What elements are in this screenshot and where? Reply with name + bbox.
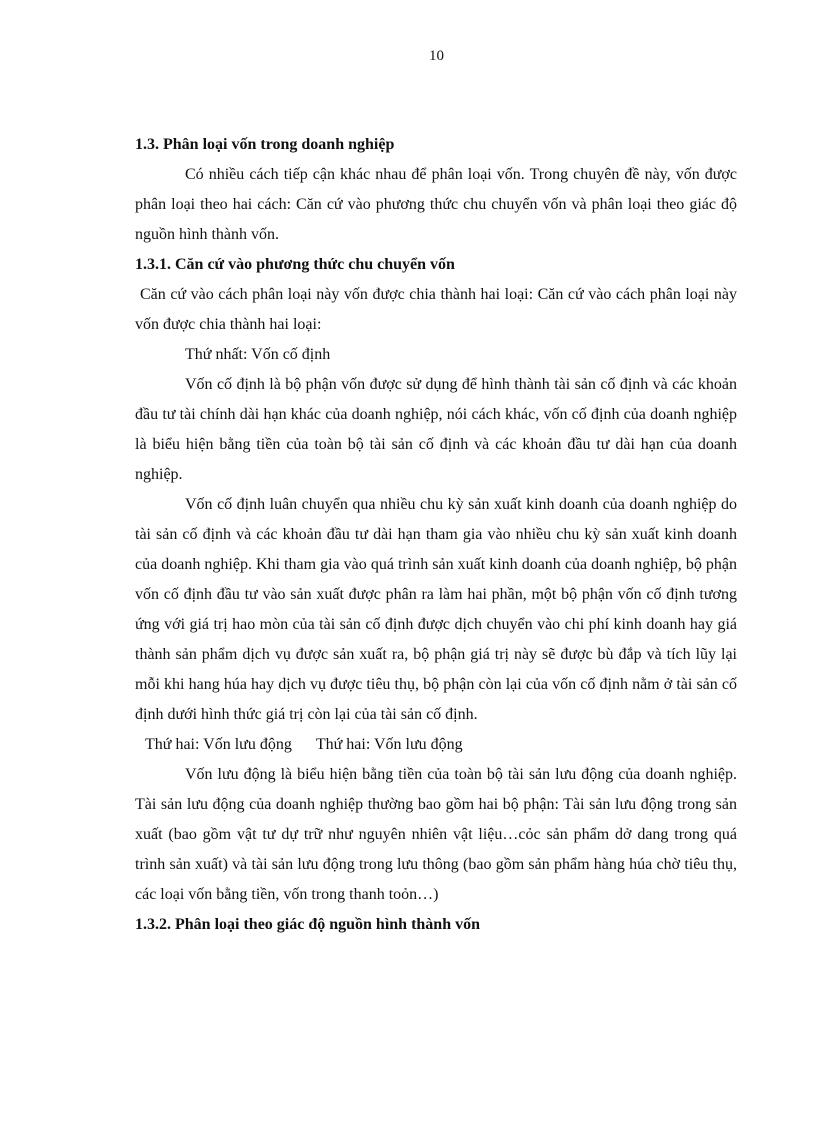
paragraph-intro: Có nhiều cách tiếp cận khác nhau để phân loại vốn. Trong chuyên đề này, vốn được phân loại theo hai cách: Căn cứ vào phương thức chu chuyển vốn và phân loại theo giác độ nguồn hình thành vốn. xyxy=(135,166,737,243)
section-heading-1-3-2: 1.3.2. Phân loại theo giác độ nguồn hình thành vốn xyxy=(135,916,480,933)
paragraph-first-type: Thứ nhất: Vốn cố định xyxy=(185,346,331,363)
page-number: 10 xyxy=(429,48,444,64)
section-heading-1-3: 1.3. Phân loại vốn trong doanh nghiệp xyxy=(135,136,395,153)
second-type-label-b: Thứ hai: Vốn lưu động xyxy=(315,736,463,753)
paragraph-fixed-capital-rotation: Vốn cố định luân chuyển qua nhiều chu kỳ sản xuất kinh doanh của doanh nghiệp do tài sản cố định và các khoản đầu tư dài hạn tham gia vào nhiều chu kỳ sản xuất kinh doanh của doanh nghiệp. Khi tham gia vào quá trình sản xuất kinh doanh của doanh nghiệp, bộ phận vốn cố định đầu tư vào sản xuất được phân ra làm hai phần, một bộ phận vốn cố định tương ứng với giá trị hao mòn của tài sản cố định được dịch chuyển vào chi phí kinh doanh hay giá thành sản phẩm dịch vụ được sản xuất ra, bộ phận giá trị này sẽ được bù đắp và tích lũy lại mỗi khi hang húa hay dịch vụ được tiêu thụ, bộ phận còn lại của vốn cố định nằm ở tài sản cố định dưới hình thức giá trị còn lại của tài sản cố định. xyxy=(135,496,737,723)
paragraph-working-capital: Vốn lưu động là biểu hiện bằng tiền của toàn bộ tài sản lưu động của doanh nghiệp. Tài sản lưu động của doanh nghiệp thường bao gồm hai bộ phận: Tài sản lưu động trong sản xuất (bao gồm vật tư dự trữ như nguyên nhiên vật liệu…cỏc sản phẩm dở dang trong quá trình sản xuất) và tài sản lưu động trong lưu thông (bao gồm sản phẩm hàng húa chờ tiêu thụ, các loại vốn bằng tiền, vốn trong thanh toỏn…) xyxy=(135,766,737,903)
paragraph-fixed-capital-definition: Vốn cố định là bộ phận vốn được sử dụng để hình thành tài sản cố định và các khoản đầu tư tài chính dài hạn khác của doanh nghiệp, nói cách khác, vốn cố định của doanh nghiệp là biểu hiện bằng tiền của toàn bộ tài sản cố định và các khoản đầu tư dài hạn của doanh nghiệp. xyxy=(135,376,737,483)
paragraph-second-type xyxy=(135,730,737,760)
second-type-label-a: Thứ hai: Vốn lưu động xyxy=(145,736,292,753)
document-body xyxy=(135,130,737,940)
section-heading-1-3-1: 1.3.1. Căn cứ vào phương thức chu chuyển vốn xyxy=(135,256,455,273)
paragraph-classification: Căn cứ vào cách phân loại này vốn được chia thành hai loại: Căn cứ vào cách phân loại này vốn được chia thành hai loại: xyxy=(135,286,737,333)
